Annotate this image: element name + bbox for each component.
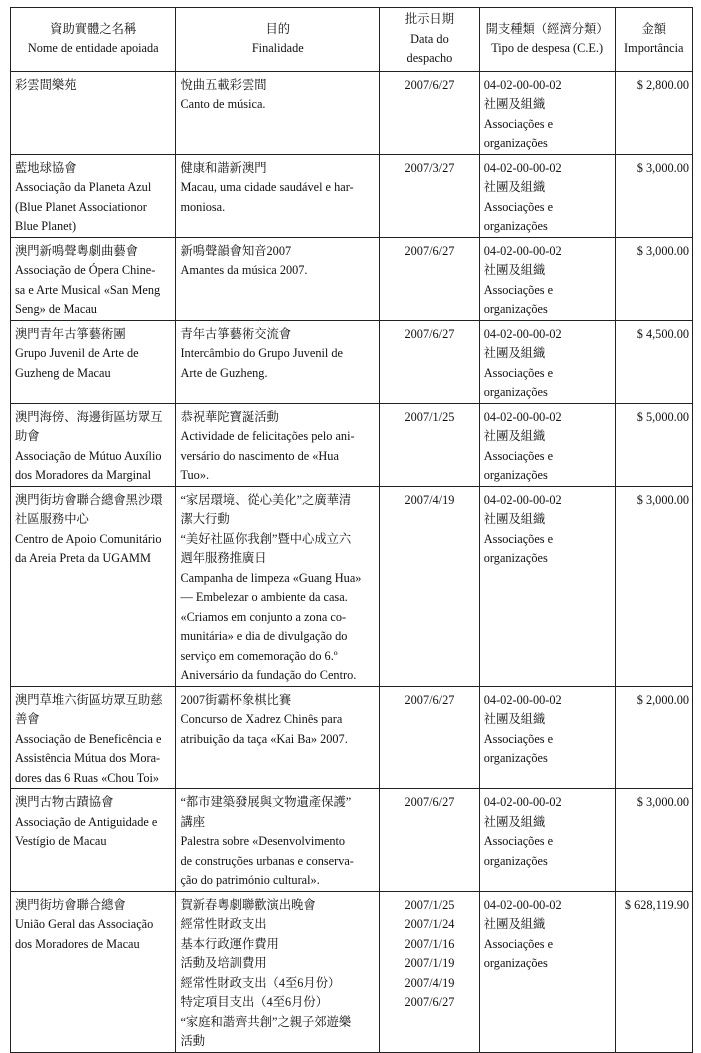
expense-type-cell: 04-02-00-00-02 社團及組織 Associações e organizações — [479, 486, 615, 686]
entity-cell: 藍地球協會 Associação da Planeta Azul (Blue Planet Associationor Blue Planet) — [11, 154, 176, 237]
purpose-cell: “都市建築發展與文物遺產保護” 講座 Palestra sobre «Desenvolvimento de construções urbanas e conserva- ção do património cultural». — [176, 789, 380, 892]
date-cell: 2007/6/27 — [380, 320, 480, 403]
amount-cell: $ 3,000.00 — [615, 154, 692, 237]
purpose-cell: 恭祝華陀寶誕活動 Actividade de felicitações pelo ani- versário do nascimento de «Hua Tuo». — [176, 403, 380, 486]
table-row — [11, 686, 693, 789]
header-entity-name: 資助實體之名稱 Nome de entidade apoiada — [11, 8, 176, 72]
expense-type-cell: 04-02-00-00-02 社團及組織 Associações e organizações — [479, 403, 615, 486]
entity-cell: 彩雲間樂苑 — [11, 71, 176, 154]
table-row — [11, 71, 693, 154]
expense-type-cell: 04-02-00-00-02 社團及組織 Associações e organizações — [479, 154, 615, 237]
amount-cell: $ 3,000.00 — [615, 237, 692, 320]
amount-cell: $ 3,000.00 — [615, 486, 692, 686]
expense-type-cell: 04-02-00-00-02 社團及組織 Associações e organizações — [479, 686, 615, 789]
subsidy-table — [10, 7, 693, 1053]
date-cell: 2007/6/27 — [380, 789, 480, 892]
header-dispatch-date: 批示日期 Data do despacho — [380, 8, 480, 72]
header-purpose: 目的 Finalidade — [176, 8, 380, 72]
table-row — [11, 789, 693, 892]
purpose-cell: 2007街霸杯象棋比賽 Concurso de Xadrez Chinês para atribuição da taça «Kai Ba» 2007. — [176, 686, 380, 789]
purpose-cell: 悅曲五載彩雲間 Canto de música. — [176, 71, 380, 154]
entity-cell: 澳門草堆六街區坊眾互助慈 善會 Associação de Beneficência e Assistência Mútua dos Mora- dores das 6 Ruas «Chou Toi» — [11, 686, 176, 789]
table-row — [11, 320, 693, 403]
purpose-cell: 賀新春粵劇聯歡演出晚會 經常性財政支出 基本行政運作費用 活動及培訓費用 經常性財政支出（4至6月份） 特定項目支出（4至6月份） “家庭和諧齊共創”之親子郊遊樂 活動 — [176, 891, 380, 1052]
table-header-row — [11, 8, 693, 72]
date-cell: 2007/4/19 — [380, 486, 480, 686]
entity-cell: 澳門街坊會聯合總會黑沙環 社區服務中心 Centro de Apoio Comunitário da Areia Preta da UGAMM — [11, 486, 176, 686]
purpose-cell: 新鳴聲韻會知音2007 Amantes da música 2007. — [176, 237, 380, 320]
purpose-cell: 健康和諧新澳門 Macau, uma cidade saudável e har- moniosa. — [176, 154, 380, 237]
date-cell: 2007/6/27 — [380, 686, 480, 789]
expense-type-cell: 04-02-00-00-02 社團及組織 Associações e organizações — [479, 71, 615, 154]
date-cell: 2007/3/27 — [380, 154, 480, 237]
entity-cell: 澳門新鳴聲粵劇曲藝會 Associação de Ópera Chine- sa e Arte Musical «San Meng Seng» de Macau — [11, 237, 176, 320]
table-row — [11, 891, 693, 1052]
expense-type-cell: 04-02-00-00-02 社團及組織 Associações e organizações — [479, 320, 615, 403]
header-amount: 金額 Importância — [615, 8, 692, 72]
entity-cell: 澳門海傍、海邊街區坊眾互 助會 Associação de Mútuo Auxílio dos Moradores da Marginal — [11, 403, 176, 486]
entity-cell: 澳門青年古箏藝術團 Grupo Juvenil de Arte de Guzheng de Macau — [11, 320, 176, 403]
expense-type-cell: 04-02-00-00-02 社團及組織 Associações e organizações — [479, 789, 615, 892]
table-row — [11, 403, 693, 486]
amount-cell: $ 5,000.00 — [615, 403, 692, 486]
purpose-cell: “家居環境、從心美化”之廣華清 潔大行動 “美好社區你我創”暨中心成立六 週年服務推廣日 Campanha de limpeza «Guang Hua» — Embelezar o ambiente da casa. «Criamos em conjunto a zona co- munitária» e dia de divulgação do serviço em comemoração do 6.º Aniversário da fundação do Centro. — [176, 486, 380, 686]
amount-cell: $ 628,119.90 — [615, 891, 692, 1052]
date-cell: 2007/1/25 — [380, 403, 480, 486]
amount-cell: $ 3,000.00 — [615, 789, 692, 892]
expense-type-cell: 04-02-00-00-02 社團及組織 Associações e organizações — [479, 891, 615, 1052]
table-row — [11, 486, 693, 686]
table-row — [11, 154, 693, 237]
date-cell: 2007/1/25 2007/1/24 2007/1/16 2007/1/19 2007/4/19 2007/6/27 — [380, 891, 480, 1052]
date-cell: 2007/6/27 — [380, 71, 480, 154]
amount-cell: $ 2,800.00 — [615, 71, 692, 154]
date-cell: 2007/6/27 — [380, 237, 480, 320]
entity-cell: 澳門街坊會聯合總會 União Geral das Associação dos Moradores de Macau — [11, 891, 176, 1052]
entity-cell: 澳門古物古蹟協會 Associação de Antiguidade e Vestígio de Macau — [11, 789, 176, 892]
table-row — [11, 237, 693, 320]
purpose-cell: 青年古箏藝術交流會 Intercâmbio do Grupo Juvenil de Arte de Guzheng. — [176, 320, 380, 403]
amount-cell: $ 4,500.00 — [615, 320, 692, 403]
expense-type-cell: 04-02-00-00-02 社團及組織 Associações e organizações — [479, 237, 615, 320]
header-expense-type: 開支種類（經濟分類） Tipo de despesa (C.E.) — [479, 8, 615, 72]
amount-cell: $ 2,000.00 — [615, 686, 692, 789]
